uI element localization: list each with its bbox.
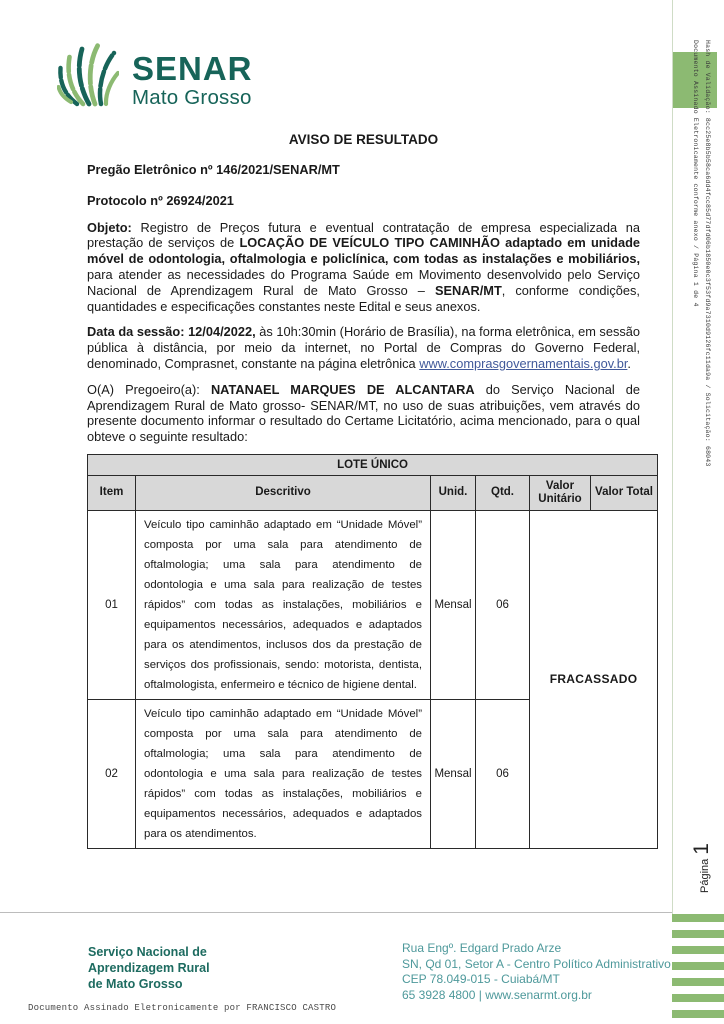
signed-electronically-text: Documento Assinado Eletronicamente conforme anexo / Página 1 de 4 xyxy=(692,40,699,307)
logo-text xyxy=(132,52,253,110)
page-number-rotated xyxy=(690,826,714,910)
comprasnet-link[interactable]: www.comprasgovernamentais.gov.br xyxy=(419,355,628,371)
footer-org-name xyxy=(88,944,210,992)
validation-hash-text: Hash de Validação: 8cc25e8b5b58ca6dd4fcc85d77dfd06b1850e0c3f53fd9a7310d9126fc11da9a / Solicitação: 68043 xyxy=(704,40,711,467)
brand-name: SENAR xyxy=(132,50,253,87)
result-status-cell: FRACASSADO xyxy=(530,510,658,848)
page-word: Página xyxy=(699,858,711,893)
row2-unid: Mensal xyxy=(431,699,476,848)
objeto-text-1: Registro de Preços futura e eventual contratação de empresa especializada na prestação de serviços de xyxy=(87,219,640,251)
objeto-text-3: , conforme condições, quantidades e especificações constantes neste Edital e seus anexos. xyxy=(87,282,640,314)
senar-sheaf-icon xyxy=(57,38,119,110)
col-header-unid: Unid. xyxy=(431,475,476,510)
footer-address-line: Rua Engº. Edgard Prado Arze xyxy=(402,941,562,955)
sessao-text-1: às 10h:30min (Horário de Brasília), na forma eletrônica, em sessão pública à distância, por meio da internet, no Portal de Compras do Governo Federal, denominado, Comprasnet, constante na página eletrônica xyxy=(87,324,640,371)
result-table xyxy=(87,454,658,849)
row2-descritivo: Veículo tipo caminhão adaptado em “Unidade Móvel” composta por uma sala para atendimento de oftalmologia; uma sala para atendimento de odontologia e uma sala para realização de testes rápidos” com todas as instalações, mobiliários e equipamentos necessários, adequados e adaptados para os atendimentos. xyxy=(136,699,431,848)
row1-descritivo: Veículo tipo caminhão adaptado em “Unidade Móvel” composta por uma sala para atendimento de oftalmologia; uma sala para atendimento de odontologia e uma sala para realização de testes rápidos” com todas as instalações, mobiliários e equipamentos necessários, adequados e adaptados para os atendimentos, inclusos dos da prestação de serviços dos profissionais, sendo: motorista, dentista, oftalmologista, enfermeiro e técnico de higiene dental. xyxy=(136,510,431,699)
brand-region: Mato Grosso xyxy=(132,86,252,109)
pregoeiro-text-2: do Serviço Nacional de Aprendizagem Rural de Mato grosso- SENAR/MT, no uso de suas atribuições, vem através do presente documento informar o resultado do Certame Licitatório, acima mencionado, para o qual obteve o seguinte resultado: xyxy=(87,381,641,445)
table-header-row xyxy=(88,475,658,510)
footer-org-line: Aprendizagem Rural xyxy=(88,961,210,975)
col-header-valor-unitario: Valor Unitário xyxy=(530,475,591,510)
objeto-paragraph xyxy=(87,220,640,315)
pregao-ref: Pregão Eletrônico nº 146/2021/SENAR/MT xyxy=(87,162,340,177)
lote-header: LOTE ÚNICO xyxy=(88,454,658,475)
footer-org-line: de Mato Grosso xyxy=(88,977,183,991)
table-row xyxy=(88,510,658,699)
col-header-qtd: Qtd. xyxy=(476,475,530,510)
signature-note: Documento Assinado Eletronicamente por FRANCISCO CASTRO xyxy=(28,1003,337,1013)
row1-qtd: 06 xyxy=(476,510,530,699)
document-content xyxy=(87,132,657,849)
objeto-text-2: para atender as necessidades do Programa Saúde em Movimento desenvolvido pelo Serviço Nacional de Aprendizagem Rural de Mato Grosso – xyxy=(87,266,640,298)
footer-address-line: 65 3928 4800 | www.senarmt.org.br xyxy=(402,987,592,1002)
senar-logo xyxy=(57,38,253,110)
objeto-label: Objeto: xyxy=(87,219,132,235)
sidebar-divider-line xyxy=(672,0,673,1024)
row1-unid: Mensal xyxy=(431,510,476,699)
doc-title: AVISO DE RESULTADO xyxy=(288,132,439,147)
pregoeiro-text-1: O(A) Pregoeiro(a): xyxy=(87,381,211,397)
pregoeiro-name: NATANAEL MARQUES DE ALCANTARA xyxy=(210,381,475,397)
pregoeiro-paragraph xyxy=(87,382,640,445)
sessao-paragraph xyxy=(87,324,640,371)
footer-divider xyxy=(0,912,672,913)
col-header-descritivo: Descritivo xyxy=(136,475,431,510)
row1-item: 01 xyxy=(88,510,136,699)
sessao-label: Data da sessão: 12/04/2022, xyxy=(87,324,256,340)
green-stripes-barcode xyxy=(672,914,724,1024)
sessao-text-2: . xyxy=(627,355,631,371)
footer-address-line: SN, Qd 01, Setor A - Centro Político Administrativo xyxy=(402,956,671,971)
col-header-valor-total: Valor Total xyxy=(591,475,658,510)
page-number: 1 xyxy=(690,843,713,855)
protocolo-ref: Protocolo nº 26924/2021 xyxy=(87,192,234,208)
footer-org-line: Serviço Nacional de xyxy=(88,945,207,959)
row2-item: 02 xyxy=(88,699,136,848)
objeto-bold-1: LOCAÇÃO DE VEÍCULO TIPO CAMINHÃO adaptado em unidade móvel de odontologia, oftalmologia e policlínica, com todas as instalações e mobiliários, xyxy=(87,235,640,267)
footer-address-line: CEP 78.049-015 - Cuiabá/MT xyxy=(402,972,560,986)
objeto-bold-2: SENAR/MT xyxy=(434,282,502,298)
row2-qtd: 06 xyxy=(476,699,530,848)
table-lote-row xyxy=(88,454,658,475)
footer-address xyxy=(402,941,671,1003)
col-header-item: Item xyxy=(88,475,136,510)
